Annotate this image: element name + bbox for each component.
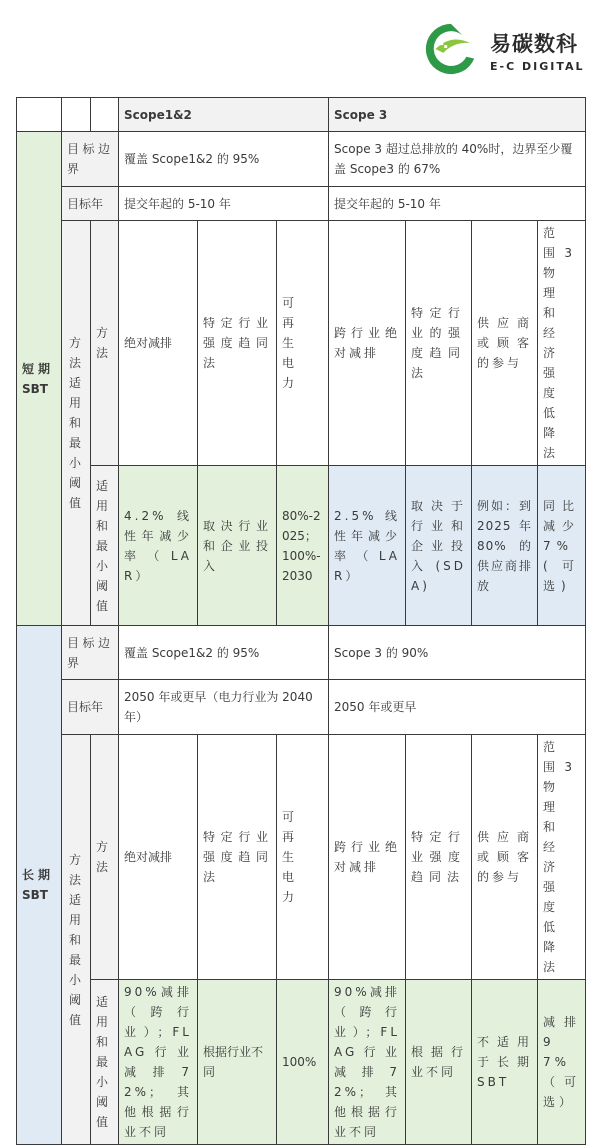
- long-threshold-s12-1: 90%减排（跨行业）；FLAG行业减排72%；其他根据行业不同: [119, 980, 198, 1145]
- long-method-s12-2: 特定行业强度趋同法: [198, 735, 277, 980]
- long-method-s3-1: 跨行业绝对减排: [329, 735, 406, 980]
- short-method-s12-3: 可再生电力: [277, 221, 329, 466]
- long-method-s3-2: 特定行业强度趋同法: [406, 735, 472, 980]
- short-boundary-scope3: Scope 3 超过总排放的 40%时，边界至少覆盖 Scope3 的 67%: [329, 132, 586, 187]
- short-method-s3-3: 供应商或顾客的参与: [472, 221, 538, 466]
- long-term-group-label: [17, 626, 62, 1145]
- long-year-scope12: 2050 年或更早（电力行业为 2040 年）: [119, 680, 329, 735]
- logo-name-cn: 易碳数科: [490, 32, 578, 56]
- e-c-logo-icon: [422, 20, 480, 78]
- label-method-long: 方法: [91, 735, 119, 980]
- short-threshold-s12-1: 4.2%线性年减少率（LAR）: [119, 466, 198, 626]
- short-year-scope12: 提交年起的 5-10 年: [119, 187, 329, 221]
- long-method-row: [17, 735, 586, 980]
- header-row: [17, 98, 586, 132]
- short-boundary-scope12: 覆盖 Scope1&2 的 95%: [119, 132, 329, 187]
- sbt-comparison-table: [16, 97, 586, 1145]
- short-term-label-cn: 短期: [22, 361, 55, 376]
- long-method-s3-4: 范围3物理和经济强度低降法: [538, 735, 586, 980]
- long-term-label-cn: 长期: [22, 868, 55, 882]
- label-target-year: 目标年: [62, 187, 119, 221]
- label-threshold-long: 适用和最小阈值: [91, 980, 119, 1145]
- short-target-boundary-row: [17, 132, 586, 187]
- label-target-year-long: 目标年: [62, 680, 119, 735]
- company-logo: [420, 18, 600, 78]
- short-year-scope3: 提交年起的 5-10 年: [329, 187, 586, 221]
- long-year-scope3: 2050 年或更早: [329, 680, 586, 735]
- long-target-boundary-row: [17, 626, 586, 680]
- long-boundary-scope12: 覆盖 Scope1&2 的 95%: [119, 626, 329, 680]
- short-threshold-row: [17, 466, 586, 626]
- long-threshold-s3-2: 根据行业不同: [406, 980, 472, 1145]
- label-target-boundary-long: 目标边界: [62, 626, 119, 680]
- long-method-s3-3: 供应商或顾客的参与: [472, 735, 538, 980]
- short-target-year-row: [17, 187, 586, 221]
- short-threshold-s3-1: 2.5%线性年减少率（LAR）: [329, 466, 406, 626]
- short-method-s3-1: 跨行业绝对减排: [329, 221, 406, 466]
- short-method-s12-1: 绝对减排: [119, 221, 198, 466]
- label-target-boundary: 目标边界: [62, 132, 119, 187]
- label-threshold: 适用和最小阈值: [91, 466, 119, 626]
- short-threshold-s12-3: 80%-2025；100%-2030: [277, 466, 329, 626]
- short-method-s3-2: 特定行业的强度趋同法: [406, 221, 472, 466]
- label-method-group: 方法适用和最小阈值: [62, 221, 91, 626]
- short-method-s12-2: 特定行业强度趋同法: [198, 221, 277, 466]
- long-threshold-s3-4: 减排97%（可选）: [538, 980, 586, 1145]
- label-method: 方法: [91, 221, 119, 466]
- logo-name-en: E-C DIGITAL: [490, 60, 585, 73]
- header-blank-3: [91, 98, 119, 132]
- header-scope12: Scope1&2: [119, 98, 329, 132]
- short-term-group-label: [17, 132, 62, 626]
- long-threshold-s3-3: 不适用于长期SBT: [472, 980, 538, 1145]
- short-threshold-s3-3: 例如：到2025年80%的供应商排放: [472, 466, 538, 626]
- header-scope3: Scope 3: [329, 98, 586, 132]
- long-method-s12-1: 绝对减排: [119, 735, 198, 980]
- long-term-label-en: SBT: [22, 888, 48, 902]
- header-blank-1: [17, 98, 62, 132]
- long-threshold-s12-3: 100%: [277, 980, 329, 1145]
- header-blank-2: [62, 98, 91, 132]
- long-threshold-row: [17, 980, 586, 1145]
- short-method-s3-4: 范围3物理和经济强度低降法: [538, 221, 586, 466]
- short-threshold-s3-4: 同比减少7%(可选): [538, 466, 586, 626]
- short-method-row: [17, 221, 586, 466]
- short-threshold-s12-2: 取决行业和企业投入: [198, 466, 277, 626]
- long-boundary-scope3: Scope 3 的 90%: [329, 626, 586, 680]
- short-term-label-en: SBT: [22, 381, 48, 396]
- short-threshold-s3-2: 取决于行业和企业投入(SDA): [406, 466, 472, 626]
- long-threshold-s3-1: 90%减排（跨行业）；FLAG行业减排72%；其他根据行业不同: [329, 980, 406, 1145]
- long-method-s12-3: 可再生电力: [277, 735, 329, 980]
- long-threshold-s12-2: 根据行业不同: [198, 980, 277, 1145]
- label-method-group-long: 方法适用和最小阈值: [62, 735, 91, 1145]
- long-target-year-row: [17, 680, 586, 735]
